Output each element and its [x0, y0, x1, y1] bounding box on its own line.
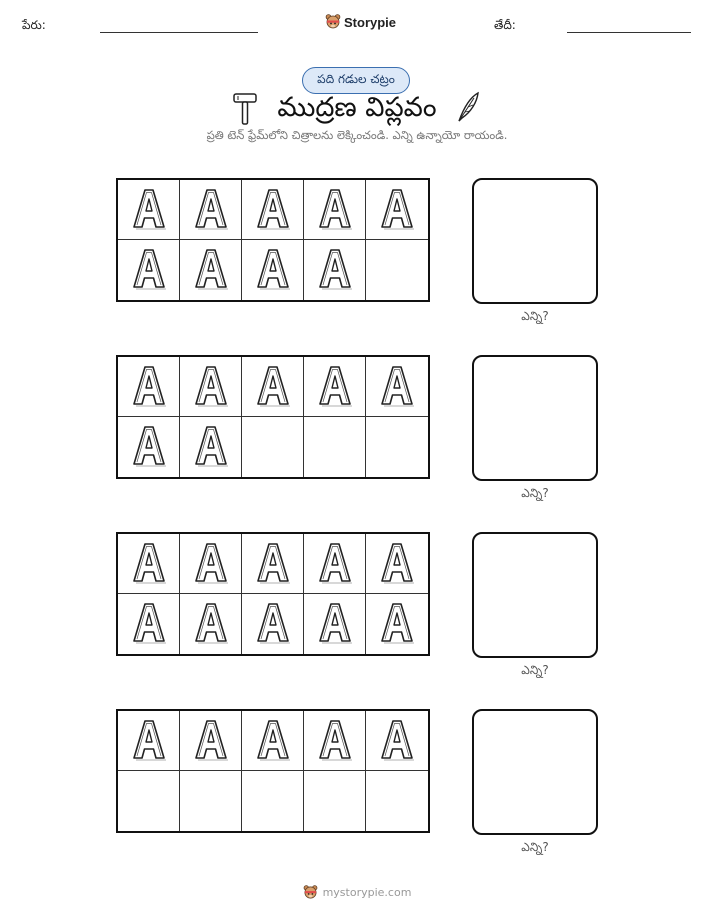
ten-frame-cell — [180, 240, 242, 300]
letter-a-block-icon — [192, 717, 230, 765]
ten-frame-cell — [304, 534, 366, 594]
ten-frame-cell — [366, 711, 428, 771]
letter-a-block-icon — [254, 540, 292, 588]
letter-a-block-icon — [254, 717, 292, 765]
ten-frame-cell — [304, 771, 366, 831]
bear-mascot-icon — [325, 13, 341, 31]
ten-frame-cell — [304, 711, 366, 771]
letter-a-block-icon — [192, 186, 230, 234]
ten-frame-cell — [118, 711, 180, 771]
footer-url[interactable]: mystorypie.com — [322, 886, 412, 899]
answer-prompt: ఎన్ని? — [521, 840, 549, 854]
ten-frame-cell — [180, 711, 242, 771]
ten-frame-cell — [366, 357, 428, 417]
name-label: పేరు: — [22, 18, 46, 32]
letter-a-block-icon — [192, 600, 230, 648]
letter-a-block-icon — [254, 363, 292, 411]
ten-frame — [116, 355, 430, 479]
answer-box[interactable] — [472, 178, 598, 304]
ten-frame-cell — [118, 594, 180, 654]
answer-prompt: ఎన్ని? — [521, 309, 549, 323]
brand-logo — [325, 13, 396, 31]
answer-box[interactable] — [472, 532, 598, 658]
ten-frame-cell — [180, 180, 242, 240]
ten-frame-cell — [118, 771, 180, 831]
letter-a-block-icon — [254, 186, 292, 234]
letter-a-block-icon — [254, 600, 292, 648]
letter-a-block-icon — [316, 600, 354, 648]
ten-frame-cell — [118, 534, 180, 594]
ten-frame-cell — [366, 594, 428, 654]
letter-a-block-icon — [130, 600, 168, 648]
footer — [0, 884, 714, 901]
ten-frame-cell — [366, 180, 428, 240]
letter-a-block-icon — [254, 246, 292, 294]
letter-a-block-icon — [378, 186, 416, 234]
ten-frame-cell — [304, 357, 366, 417]
ten-frame — [116, 178, 430, 302]
answer-box[interactable] — [472, 709, 598, 835]
ten-frame-cell — [242, 357, 304, 417]
name-line[interactable] — [100, 32, 258, 33]
ten-frame-cell — [242, 534, 304, 594]
letter-a-block-icon — [378, 363, 416, 411]
worksheet-title: ముద్రణ విప్లవం — [277, 92, 437, 123]
answer-prompt: ఎన్ని? — [521, 486, 549, 500]
date-line[interactable] — [567, 32, 691, 33]
ten-frame-cell — [366, 534, 428, 594]
letter-a-block-icon — [316, 717, 354, 765]
letter-a-block-icon — [192, 540, 230, 588]
ten-frame-cell — [180, 594, 242, 654]
letter-a-block-icon — [316, 540, 354, 588]
letter-a-block-icon — [378, 600, 416, 648]
answer-box[interactable] — [472, 355, 598, 481]
ten-frame-cell — [118, 240, 180, 300]
ten-frame-cell — [242, 417, 304, 477]
ten-frame-cell — [304, 240, 366, 300]
ten-frame-cell — [180, 534, 242, 594]
letter-a-block-icon — [192, 423, 230, 471]
brand-name: Storypie — [344, 14, 397, 30]
ten-frame-cell — [180, 417, 242, 477]
feather-quill-icon — [455, 90, 481, 124]
ten-frame-cell — [180, 357, 242, 417]
letter-a-block-icon — [130, 423, 168, 471]
letter-a-block-icon — [130, 186, 168, 234]
ten-frame-cell — [242, 240, 304, 300]
ten-frame-cell — [242, 594, 304, 654]
instructions: ప్రతి టెన్ ఫ్రేమ్‌లోని చిత్రాలను లెక్కించండి. ఎన్ని ఉన్నాయో రాయండి. — [206, 128, 508, 142]
ten-frame-cell — [366, 771, 428, 831]
ten-frame-cell — [180, 771, 242, 831]
ten-frame-cell — [242, 180, 304, 240]
letter-a-block-icon — [316, 186, 354, 234]
ten-frame-cell — [366, 240, 428, 300]
letter-a-block-icon — [378, 540, 416, 588]
ten-frame-cell — [304, 180, 366, 240]
letter-a-block-icon — [130, 363, 168, 411]
ten-frame-cell — [304, 594, 366, 654]
worksheet-type-badge: పది గడుల చట్రం — [302, 67, 410, 94]
ten-frame — [116, 532, 430, 656]
letter-a-block-icon — [130, 717, 168, 765]
letter-a-block-icon — [192, 363, 230, 411]
letter-a-block-icon — [316, 363, 354, 411]
letter-a-block-icon — [378, 717, 416, 765]
letter-a-block-icon — [192, 246, 230, 294]
ten-frame-cell — [118, 417, 180, 477]
date-label: తేదీ: — [494, 18, 516, 32]
ten-frame-cell — [118, 357, 180, 417]
ten-frame-cell — [242, 771, 304, 831]
ten-frame-cell — [304, 417, 366, 477]
letter-a-block-icon — [130, 246, 168, 294]
ten-frame-cell — [366, 417, 428, 477]
ten-frame-cell — [242, 711, 304, 771]
bear-mascot-icon — [303, 884, 318, 901]
letter-a-block-icon — [316, 246, 354, 294]
ten-frame-cell — [118, 180, 180, 240]
answer-prompt: ఎన్ని? — [521, 663, 549, 677]
letter-a-block-icon — [130, 540, 168, 588]
ten-frame — [116, 709, 430, 833]
